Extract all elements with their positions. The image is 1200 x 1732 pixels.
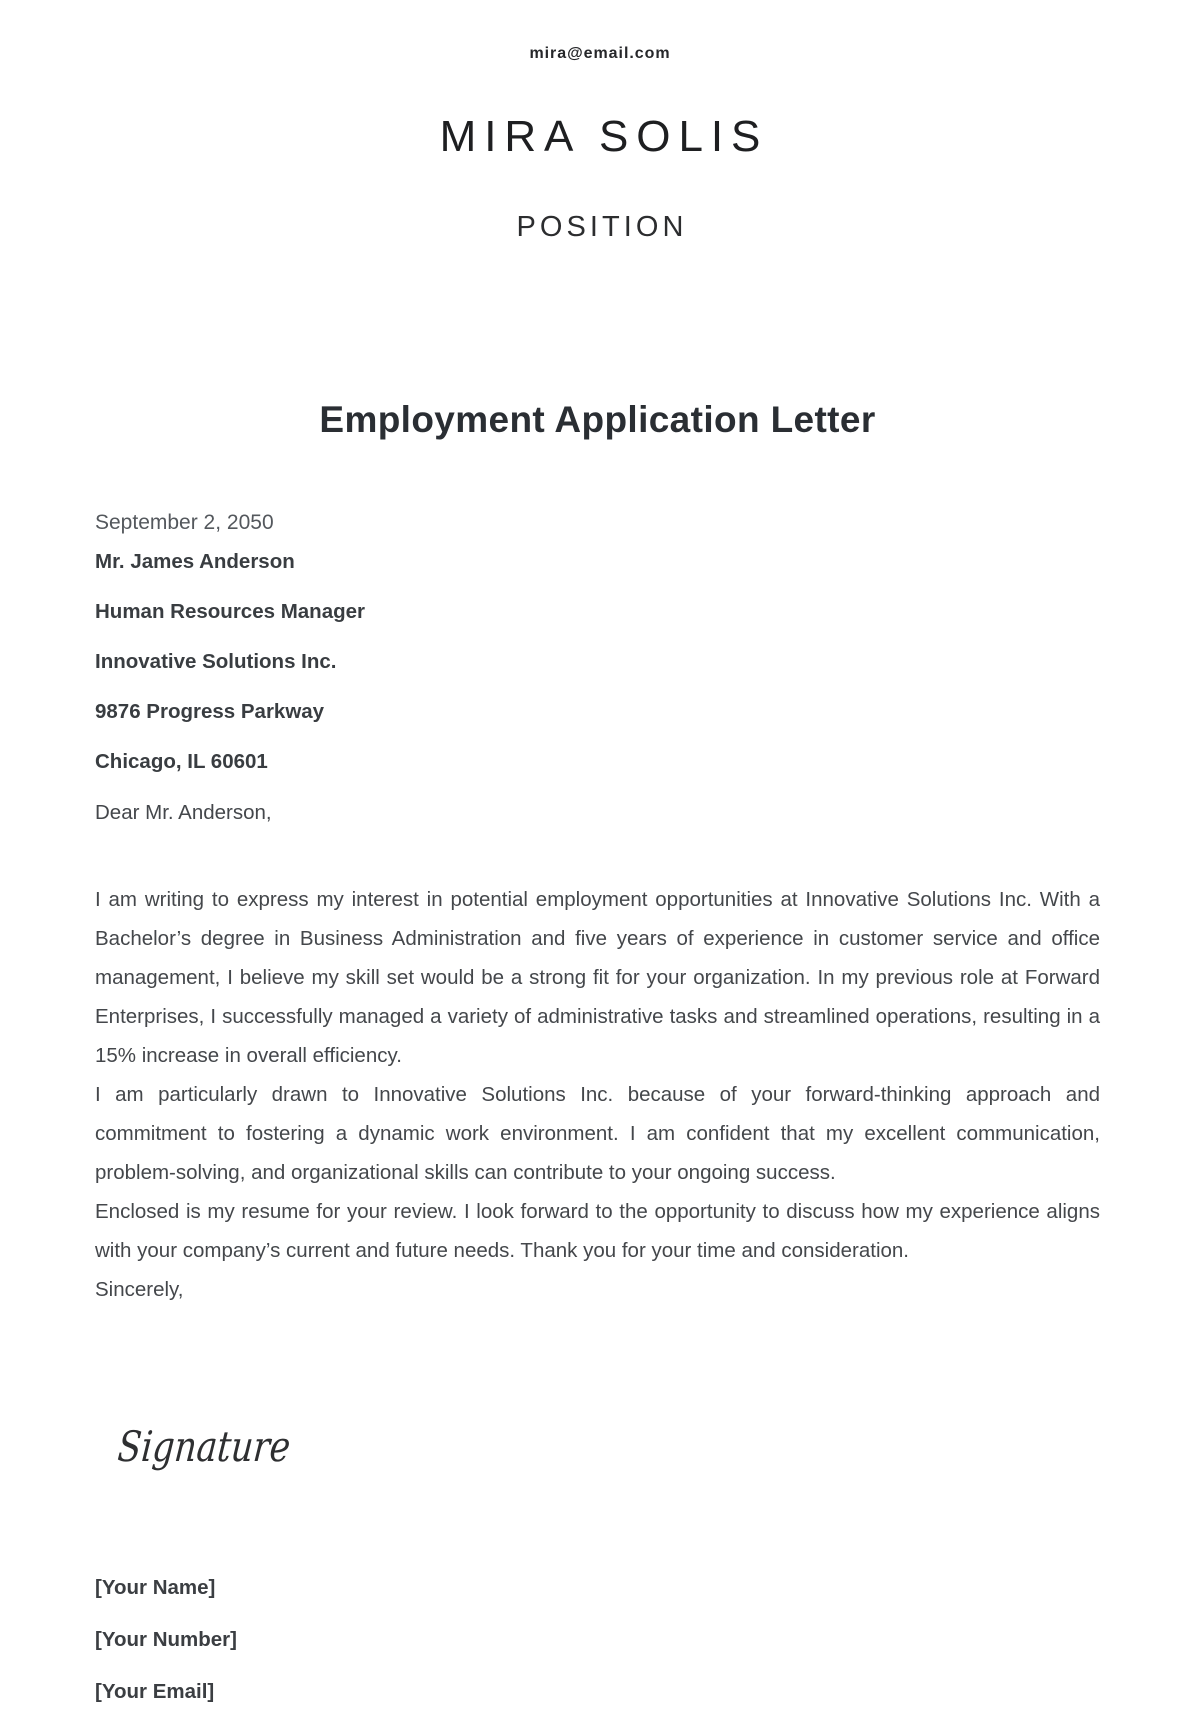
header-email: mira@email.com bbox=[529, 45, 671, 62]
letter-body bbox=[95, 880, 1100, 1309]
body-paragraph-1: I am writing to express my interest in potential employment opportunities at Innovative Solutions Inc. With a Bachelor’s degree in Business Administration and five years of experience in customer service and office management, I believe my skill set would be a strong fit for your organization. In my previous role at Forward Enterprises, I successfully managed a variety of administrative tasks and streamlined operations, resulting in a 15% increase in overall efficiency. bbox=[95, 888, 1100, 1067]
contact-placeholders bbox=[95, 1576, 1100, 1732]
header-name: MIRA SOLIS bbox=[439, 112, 769, 161]
placeholder-your-email: [Your Email] bbox=[95, 1680, 215, 1703]
recipient-name: Mr. James Anderson bbox=[95, 550, 295, 573]
body-paragraph-3: Enclosed is my resume for your review. I look forward to the opportunity to discuss how my experience aligns with your company’s current and future needs. Thank you for your time and consideration. bbox=[95, 1200, 1100, 1262]
closing-line: Sincerely, bbox=[95, 1278, 184, 1301]
placeholder-your-name: [Your Name] bbox=[95, 1576, 216, 1599]
recipient-street: 9876 Progress Parkway bbox=[95, 700, 325, 723]
salutation: Dear Mr. Anderson, bbox=[95, 801, 272, 824]
recipient-company: Innovative Solutions Inc. bbox=[95, 650, 337, 673]
recipient-title: Human Resources Manager bbox=[95, 600, 366, 623]
placeholder-your-number: [Your Number] bbox=[95, 1628, 237, 1651]
signature-script: Signature bbox=[115, 1422, 293, 1471]
letter-date: September 2, 2050 bbox=[95, 511, 274, 534]
recipient-block bbox=[95, 551, 1100, 801]
header-position: POSITION bbox=[516, 211, 688, 243]
document-title: Employment Application Letter bbox=[319, 399, 876, 440]
recipient-city: Chicago, IL 60601 bbox=[95, 750, 268, 773]
body-paragraph-2: I am particularly drawn to Innovative Solutions Inc. because of your forward-thinking approach and commitment to fostering a dynamic work environment. I am confident that my excellent communication, problem-solving, and organizational skills can contribute to your ongoing success. bbox=[95, 1083, 1100, 1184]
